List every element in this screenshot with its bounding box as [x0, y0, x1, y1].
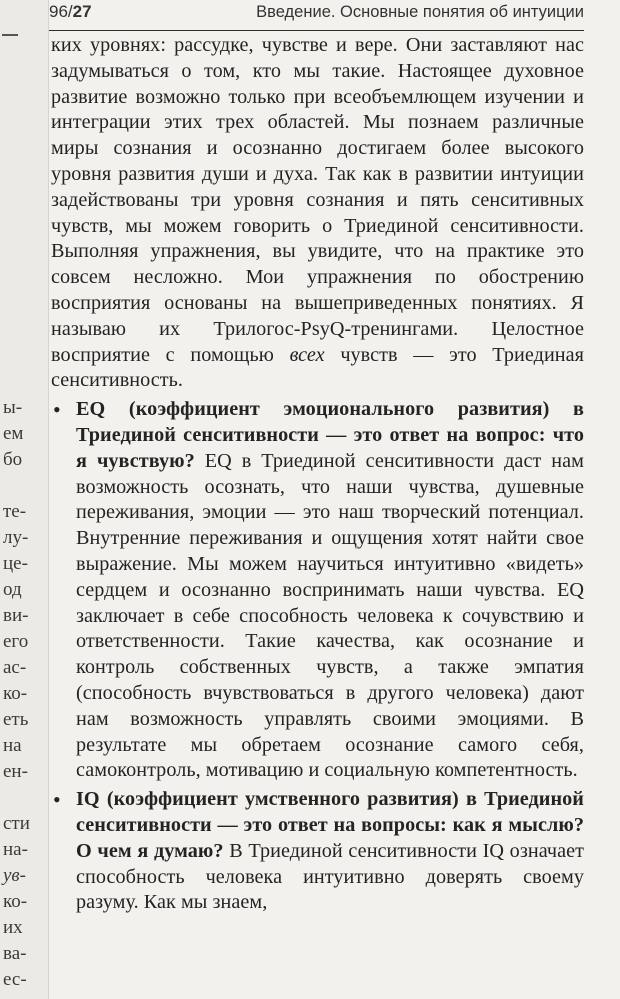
- list-item-eq: [51, 397, 584, 784]
- edge-fragment: ви-: [3, 605, 29, 626]
- edge-fragment: од: [3, 579, 22, 600]
- list-item-lead: EQ (коэффициент эмоционального развития) в Триединой сенситивности — это ответ на вопрос: что я чувствую?: [76, 398, 584, 472]
- edge-fragment: те-: [3, 501, 27, 522]
- list-item-text: EQ в Триединой сенситивности даст нам возможность осознать, что наши чувства, душевные переживания, эмоции — это наш творческий потенциал. Внутренние переживания и ощущения хотят найти свое выражение. Мы можем научиться интуитивно «видеть» сердцем и осознанно воспринимать наши чувства. EQ заключает в себе способность человека к сочувствию и ответственности. Такие качества, как осознание и контроль собственных чувств, а также эмпатия (способность вчувствоваться в другого человека) дают нам возможность управлять своими эмоциями. В результате мы обретаем осознание самого себя, самоконтроль, мотивацию и социальную компетентность.: [76, 449, 584, 782]
- bullet-icon: •: [53, 397, 61, 423]
- edge-fragment: ен-: [3, 761, 28, 782]
- intro-text-part: чувств — это Триединая сенситивность.: [51, 343, 584, 392]
- intro-text-part: ких уровнях: рассудке, чувстве и вере. Они заставляют нас задумываться о том, кто мы такие. Настоящее духовное развитие возможно только при всеобъемлющем изучении и интеграции этих трех областей. Мы познаем различные миры сознания и осознанно достигаем более высокого уровня развития души и духа. Так как в развитии интуиции задействованы три уровня сознания и пять сенситивных чувств, мы можем говорить о Триединой сенситивности. Выполняя упражнения, вы увидите, что на практике это совсем несложно. Мои упражнения по обострению восприятия основаны на вышеприведенных понятиях. Я называю их Трилогос-PsyQ-тренингами. Целостное восприятие с помощью: [51, 34, 584, 366]
- edge-fragment: на-: [3, 839, 28, 860]
- edge-fragment: его: [3, 631, 29, 652]
- list-item-text: В Триединой сенситивности IQ означает способность человека интуитивно доверять своему разуму. Как мы знаем,: [76, 839, 584, 914]
- adjacent-page-mark: [2, 34, 18, 36]
- edge-fragment: ко-: [3, 683, 28, 704]
- edge-fragment: их: [3, 917, 23, 938]
- edge-fragment: еть: [3, 709, 29, 730]
- edge-fragment: ас-: [3, 657, 27, 678]
- edge-fragment: сти: [3, 813, 30, 834]
- intro-paragraph: [51, 33, 584, 394]
- page-header: [49, 0, 584, 31]
- edge-fragment: ы-: [3, 397, 23, 418]
- bullet-icon: •: [53, 787, 61, 813]
- edge-fragment: це-: [3, 553, 28, 574]
- page-number-value: 27: [72, 2, 92, 21]
- adjacent-page-edge: [0, 0, 49, 999]
- edge-fragment: ко-: [3, 891, 28, 912]
- edge-fragment: на: [3, 735, 22, 756]
- list-item-lead: IQ (коэффициент умственного развития) в Триединой сенситивности — это ответ на вопросы: как я мыслю? О чем я думаю?: [76, 788, 584, 862]
- list-item-iq: [51, 787, 584, 916]
- edge-fragment: бо: [3, 449, 23, 470]
- edge-fragment: ва-: [3, 943, 27, 964]
- page-number: [49, 2, 92, 22]
- page-number-prefix: 96/: [49, 2, 73, 21]
- edge-fragment: лу-: [3, 527, 29, 548]
- intro-emphasis: всех: [289, 343, 325, 366]
- edge-fragment: ем: [3, 423, 24, 444]
- running-title: Введение. Основные понятия об интуиции: [256, 3, 584, 21]
- edge-fragment: ув-: [3, 865, 27, 886]
- edge-fragment: ес-: [3, 969, 27, 990]
- page-body: [51, 33, 584, 916]
